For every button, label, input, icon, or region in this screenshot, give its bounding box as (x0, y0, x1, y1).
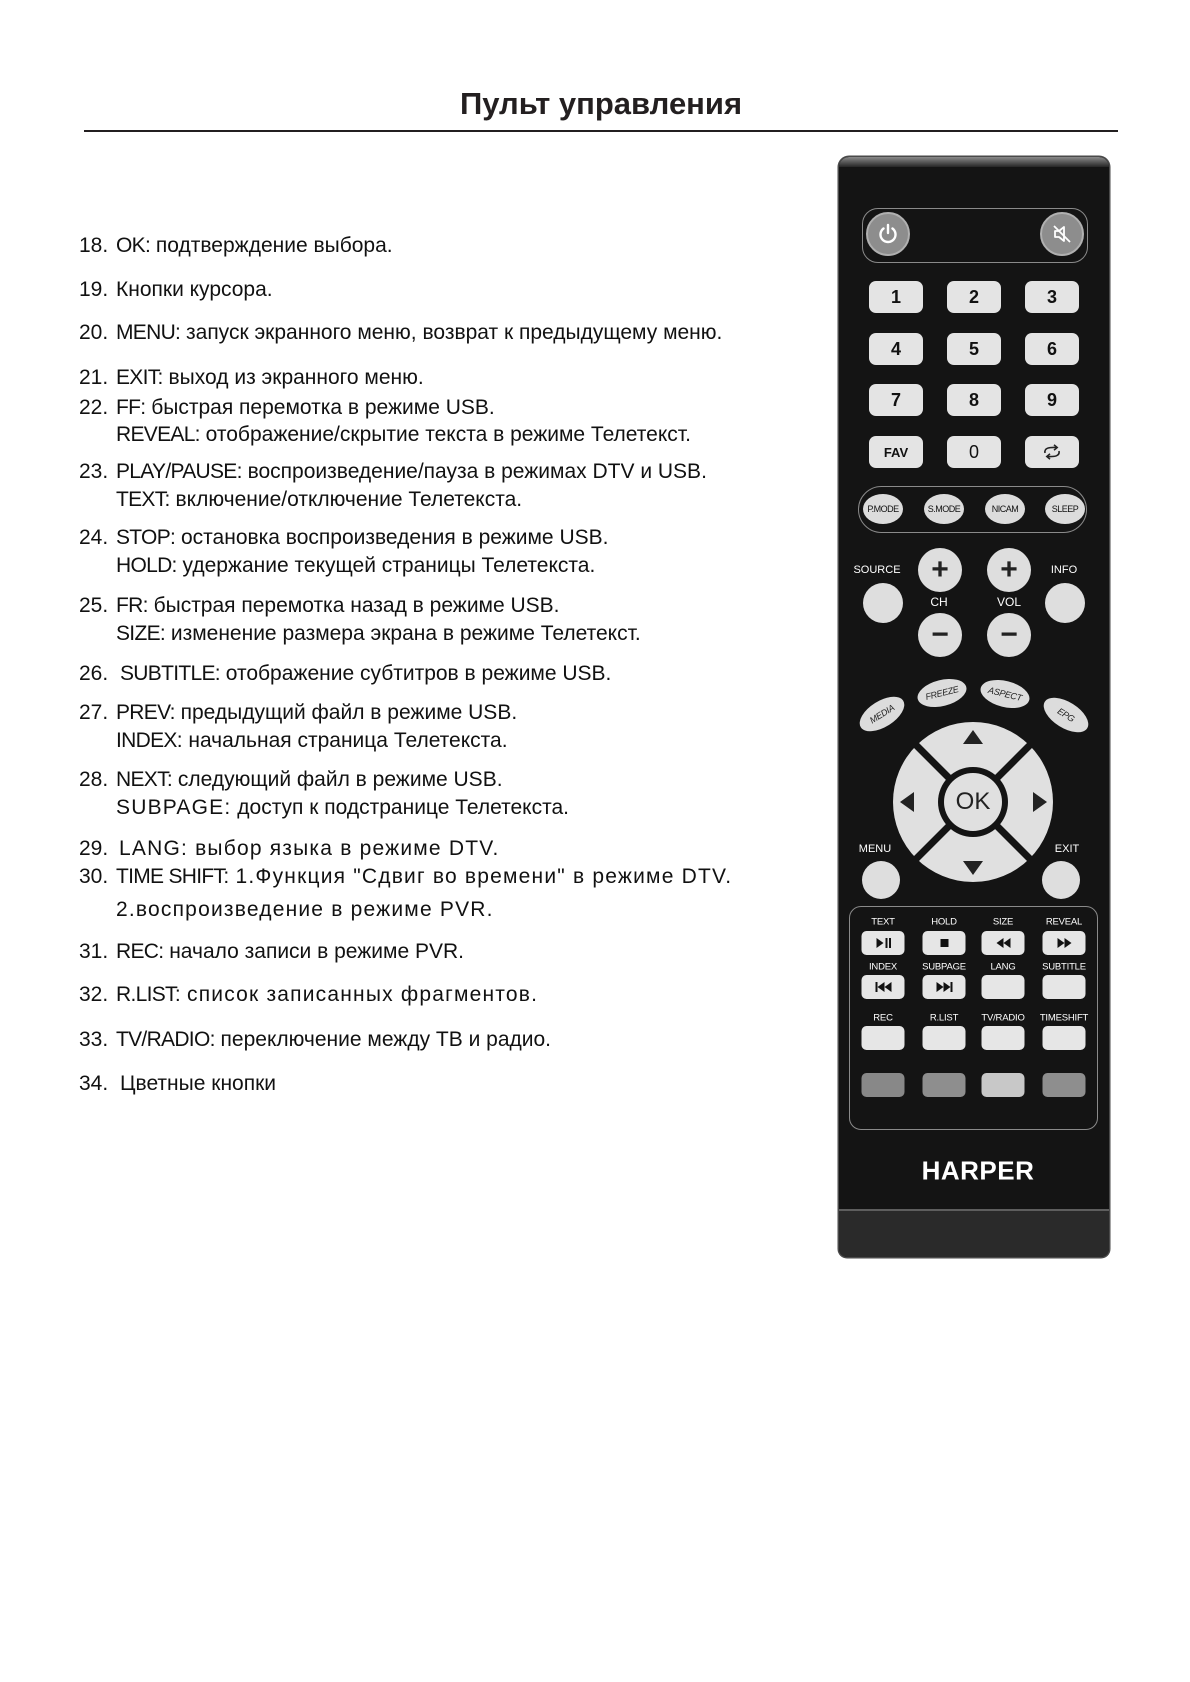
item-25 (79, 594, 560, 618)
item-number: 26. (79, 662, 109, 685)
play-pause-icon (873, 935, 893, 951)
item-22-reveal (79, 423, 691, 447)
reveal-label: REVEAL (1045, 916, 1083, 928)
item-key: REVEAL: (116, 423, 200, 446)
item-19 (79, 278, 273, 302)
sleep-button: SLEEP (1045, 494, 1085, 524)
subtitle-label: SUBTITLE (1042, 961, 1086, 973)
item-key: PLAY/PAUSE: (116, 460, 242, 483)
item-description: запуск экранного меню, возврат к предыдущему меню. (180, 321, 723, 344)
stop-button (923, 931, 966, 955)
next-icon (934, 979, 954, 995)
ok-label: OK (955, 788, 991, 815)
ch-down-button: − (918, 613, 962, 657)
item-18 (79, 234, 393, 258)
item-number: 31. (79, 940, 109, 963)
timeshift-label: TIMESHIFT (1039, 1012, 1089, 1024)
media-button: MEDIA (854, 690, 910, 739)
lang-label: LANG (990, 961, 1016, 973)
item-description: включение/отключение Телетекста. (169, 488, 523, 511)
menu-label: MENU (858, 843, 892, 855)
ch-label: CH (930, 595, 948, 609)
item-29 (79, 837, 500, 861)
remote-top-rim (839, 157, 1109, 167)
item-key: NEXT: (116, 768, 173, 791)
item-number: 34. (79, 1072, 109, 1095)
item-number: 30. (79, 865, 109, 888)
item-description: удержание текущей страницы Телетекста. (176, 554, 596, 577)
item-number: 24. (79, 526, 109, 549)
mute-button (1040, 212, 1084, 256)
item-34 (79, 1072, 276, 1096)
item-24 (79, 526, 608, 550)
item-key: FR: (116, 594, 148, 617)
color-button-1 (862, 1073, 905, 1097)
tv-radio-label: TV/RADIO (981, 1012, 1025, 1024)
item-key: PREV: (116, 701, 175, 724)
item-number: 27. (79, 701, 109, 724)
item-key: TEXT: (116, 488, 170, 511)
next-button (923, 975, 966, 999)
text-label: TEXT (871, 916, 895, 928)
rec-label: REC (873, 1012, 893, 1024)
hold-label: HOLD (931, 916, 957, 928)
timeshift-button (1043, 1026, 1086, 1050)
item-21 (79, 366, 424, 390)
item-key: INDEX (116, 729, 177, 752)
pmode-button: P.MODE (863, 494, 903, 524)
fav-button: FAV (869, 436, 923, 468)
item-number: 28. (79, 768, 109, 791)
brand-logo: HARPER (921, 1155, 1035, 1186)
item-description: переключение между ТВ и радио. (214, 1028, 551, 1051)
rlist-button (923, 1026, 966, 1050)
power-button (866, 212, 910, 256)
remote-bottom-cap (839, 1209, 1109, 1257)
info-label: INFO (1050, 564, 1078, 576)
rlist-label: R.LIST (929, 1012, 959, 1024)
vol-label: VOL (996, 595, 1022, 609)
digit-6-button: 6 (1025, 333, 1079, 365)
item-30-pvr (79, 898, 494, 922)
item-number: 29. (79, 837, 109, 860)
digit-1-button: 1 (869, 281, 923, 313)
item-key: LANG: (119, 837, 189, 860)
digit-2-button: 2 (947, 281, 1001, 313)
item-key: SUBTITLE: (120, 662, 220, 685)
item-32 (79, 983, 538, 1007)
rewind-icon (993, 935, 1013, 951)
item-key: HOLD: (116, 554, 177, 577)
digit-4-button: 4 (869, 333, 923, 365)
fast-forward-button (1043, 931, 1086, 955)
item-number: 32. (79, 983, 109, 1006)
ch-up-button: + (918, 548, 962, 592)
item-key: EXIT: (116, 366, 163, 389)
color-button-3 (982, 1073, 1025, 1097)
power-icon (876, 222, 900, 246)
nicam-button: NICAM (985, 494, 1025, 524)
item-description: быстрая перемотка назад в режиме USB. (147, 594, 560, 617)
item-description: 2.воспроизведение в режиме PVR. (116, 898, 494, 921)
subpage-label: SUBPAGE (922, 961, 966, 973)
item-description: выбор языка в режиме DTV. (188, 837, 500, 860)
prev-button (862, 975, 905, 999)
item-number: 19. (79, 278, 109, 301)
digit-9-button: 9 (1025, 384, 1079, 416)
item-26 (79, 662, 611, 686)
item-description: Цветные кнопки (120, 1072, 277, 1095)
exit-label: EXIT (1054, 843, 1080, 855)
stop-icon (934, 935, 954, 951)
item-description: 1.Функция "Сдвиг во времени" в режиме DTV. (228, 865, 733, 888)
item-description: : начальная страница Телетекста. (176, 729, 508, 752)
item-description: список записанных фрагментов. (179, 983, 539, 1006)
prev-icon (873, 979, 893, 995)
page-title: Пульт управления (459, 86, 743, 121)
item-description: быстрая перемотка в режиме USB. (145, 396, 495, 419)
info-button (1045, 583, 1085, 623)
item-28-subpage (79, 796, 569, 820)
item-24-hold (79, 554, 595, 578)
item-description: отображение/скрытие текста в режиме Телетекст. (199, 423, 691, 446)
item-description: Кнопки курсора. (116, 278, 273, 301)
item-key: STOP: (116, 526, 176, 549)
digit-8-button: 8 (947, 384, 1001, 416)
exit-button (1042, 861, 1080, 899)
index-label: INDEX (868, 961, 898, 973)
item-description: следующий файл в режиме USB. (172, 768, 503, 791)
item-description: подтверждение выбора. (150, 234, 393, 257)
rewind-button (982, 931, 1025, 955)
item-key: SUBPAGE: (116, 796, 232, 819)
item-key: R.LIST: (116, 983, 180, 1006)
color-button-4 (1043, 1073, 1086, 1097)
item-27 (79, 701, 517, 725)
item-number: 33. (79, 1028, 109, 1051)
vol-up-button: + (987, 548, 1031, 592)
item-28 (79, 768, 503, 792)
item-key: MENU: (116, 321, 181, 344)
digit-5-button: 5 (947, 333, 1001, 365)
item-20 (79, 321, 722, 345)
item-key: FF: (116, 396, 146, 419)
color-button-2 (923, 1073, 966, 1097)
rec-button (862, 1026, 905, 1050)
item-description: предыдущий файл в режиме USB. (174, 701, 518, 724)
item-number: 20. (79, 321, 109, 344)
menu-button (862, 861, 900, 899)
digit-3-button: 3 (1025, 281, 1079, 313)
item-description: отображение субтитров в режиме USB. (219, 662, 612, 685)
item-number: 18. (79, 234, 109, 257)
item-33 (79, 1028, 551, 1052)
source-label: SOURCE (853, 564, 901, 576)
recall-icon (1040, 444, 1064, 460)
item-25-size (79, 622, 641, 646)
digit-7-button: 7 (869, 384, 923, 416)
recall-button (1025, 436, 1079, 468)
item-key: SIZE: (116, 622, 166, 645)
mute-icon (1050, 222, 1074, 246)
item-description: остановка воспроизведения в режиме USB. (175, 526, 609, 549)
size-label: SIZE (992, 916, 1014, 928)
item-description: доступ к подстранице Телетекста. (231, 796, 569, 819)
smode-button: S.MODE (924, 494, 964, 524)
item-number: 22. (79, 396, 109, 419)
item-31 (79, 940, 464, 964)
source-button (863, 583, 903, 623)
tv-radio-button (982, 1026, 1025, 1050)
vol-down-button: − (987, 613, 1031, 657)
play-pause-button (862, 931, 905, 955)
item-description: воспроизведение/пауза в режимах DTV и USB. (241, 460, 707, 483)
item-description: начало записи в режиме PVR. (163, 940, 464, 963)
item-30 (79, 865, 732, 889)
aspect-button: ASPECT (978, 675, 1033, 712)
epg-button: EPG (1038, 691, 1094, 740)
item-22 (79, 396, 495, 420)
remote-control (839, 157, 1109, 1257)
item-description: изменение размера экрана в режиме Телетекст. (165, 622, 641, 645)
item-key: REC: (116, 940, 164, 963)
item-number: 25. (79, 594, 109, 617)
item-number: 23. (79, 460, 109, 483)
item-key: TV/RADIO: (116, 1028, 215, 1051)
item-description: выход из экранного меню. (162, 366, 424, 389)
title-divider (84, 130, 1118, 132)
lang-button (982, 975, 1025, 999)
item-23 (79, 460, 707, 484)
item-23-text (79, 488, 522, 512)
freeze-button: FREEZE (915, 674, 970, 711)
fast-forward-icon (1054, 935, 1074, 951)
item-number: 21. (79, 366, 109, 389)
item-key: TIME SHIFT: (116, 865, 229, 888)
subtitle-button (1043, 975, 1086, 999)
digit-0-button: 0 (947, 436, 1001, 468)
item-27-index (79, 729, 508, 753)
item-key: OK: (116, 234, 151, 257)
